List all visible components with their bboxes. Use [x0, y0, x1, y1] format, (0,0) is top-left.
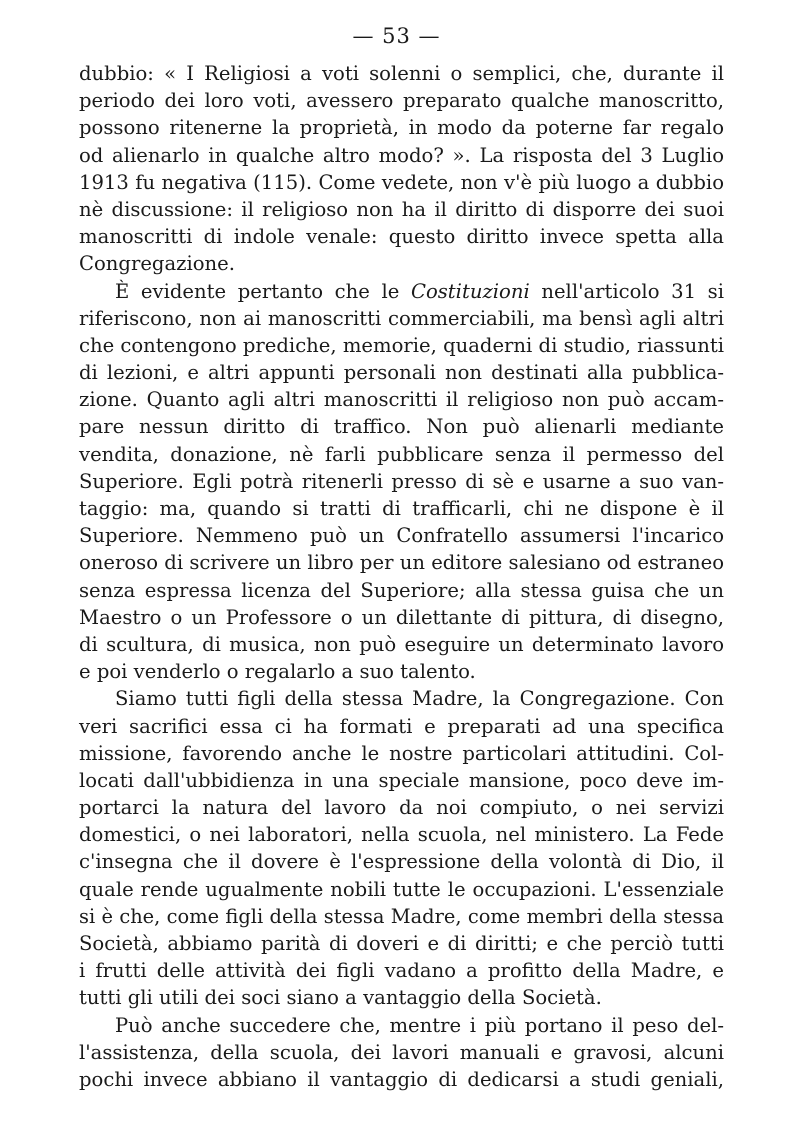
text-line: vendita, donazione, nè farli pubblicare senza il permesso del — [79, 442, 724, 466]
text-line: possono ritenerne la proprietà, in modo da poterne far regalo — [79, 116, 724, 140]
text-line: di scultura, di musica, non può eseguire un determinato lavoro — [79, 632, 724, 656]
paragraph — [79, 60, 724, 278]
text-line: pochi invece abbiano il vantaggio di dedicarsi a studi geniali, — [79, 1067, 724, 1091]
text-line: Maestro o un Professore o un dilettante di pittura, di disegno, — [79, 605, 724, 629]
text-line: quale rende ugualmente nobili tutte le occupazioni. L'essenziale — [79, 877, 724, 901]
text-line: senza espressa licenza del Superiore; alla stessa guisa che un — [79, 578, 724, 602]
text-line: e poi venderlo o regalarlo a suo talento. — [79, 660, 476, 684]
text-line: Siamo tutti figli della stessa Madre, la Congregazione. Con — [115, 687, 724, 711]
text-run: nell'articolo 31 si — [529, 279, 724, 303]
text-line: i frutti delle attività dei figli vadano a profitto della Madre, e — [79, 959, 724, 983]
text-line: dubbio: « I Religiosi a voti solenni o semplici, che, durante il — [79, 62, 724, 85]
text-line: taggio: ma, quando si tratti di trafficarli, chi ne dispone è il — [79, 497, 724, 520]
text-line: che contengono prediche, memorie, quaderni di studio, riassunti — [79, 333, 724, 357]
text-line: domestici, o nei laboratori, nella scuola, nel ministero. La Fede — [79, 823, 724, 847]
text-line: Congregazione. — [79, 252, 235, 276]
paragraph — [79, 278, 724, 686]
text-line: Superiore. Nemmeno può un Confratello assumersi l'incarico — [79, 524, 724, 548]
emphasis-costituzioni: Costituzioni — [410, 279, 530, 303]
body-text — [79, 60, 724, 1093]
text-line: di lezioni, e altri appunti personali non destinati alla pubblica- — [79, 361, 724, 385]
text-line: l'assistenza, della scuola, dei lavori manuali e gravosi, alcuni — [79, 1040, 724, 1064]
text-line: portarci la natura del lavoro da noi compiuto, o nei servizi — [79, 796, 724, 820]
text-line: c'insegna che il dovere è l'espressione della volontà di Dio, il — [79, 850, 724, 874]
text-line — [79, 278, 724, 305]
text-line: riferiscono, non ai manoscritti commerciabili, ma bensì agli altri — [79, 306, 724, 330]
text-line: 1913 fu negativa (115). Come vedete, non v'è più luogo a dubbio — [79, 170, 724, 194]
text-line: si è che, come figli della stessa Madre, come membri della stessa — [79, 904, 724, 928]
text-line: Può anche succedere che, mentre i più portano il peso del- — [115, 1013, 724, 1037]
text-line: tutti gli utili dei soci siano a vantaggio della Società. — [79, 986, 602, 1010]
text-line: oneroso di scrivere un libro per un editore salesiano od estraneo — [79, 551, 724, 575]
text-line: od alienarlo in qualche altro modo? ». La risposta del 3 Luglio — [79, 143, 724, 167]
text-line: manoscritti di indole venale: questo diritto invece spetta alla — [79, 225, 724, 249]
paragraph — [79, 685, 724, 1011]
paragraph — [79, 1012, 724, 1094]
text-line: locati dall'ubbidienza in una speciale mansione, poco deve im- — [79, 768, 724, 792]
text-line: Superiore. Egli potrà ritenerli presso di sè e usarne a suo van- — [79, 469, 724, 493]
text-line: veri sacrifici essa ci ha formati e preparati ad una specifica — [79, 714, 724, 738]
text-line: missione, favorendo anche le nostre particolari attitudini. Col- — [79, 741, 724, 765]
page-number: — 53 — — [352, 24, 441, 48]
text-line: Società, abbiamo parità di doveri e di diritti; e che perciò tutti — [79, 932, 724, 955]
text-line: nè discussione: il religioso non ha il diritto di disporre dei suoi — [79, 197, 724, 221]
text-run: È evidente pertanto che le — [115, 279, 411, 303]
text-line: zione. Quanto agli altri manoscritti il religioso non può accam- — [79, 388, 724, 412]
text-line: pare nessun diritto di traffico. Non può alienarli mediante — [79, 415, 724, 439]
text-line: periodo dei loro voti, avessero preparato qualche manoscritto, — [79, 89, 724, 113]
